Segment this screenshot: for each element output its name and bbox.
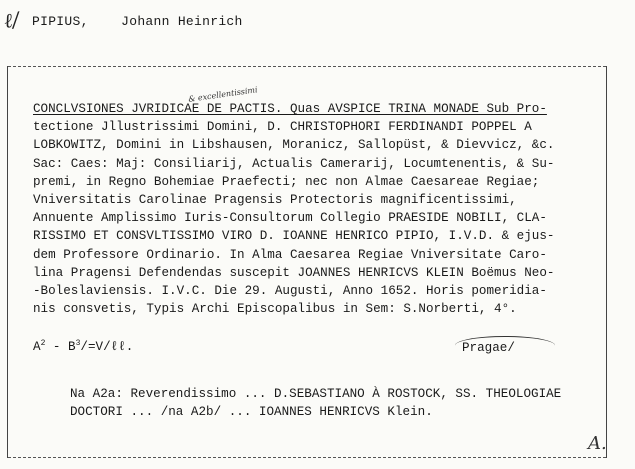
bottom-handwritten-mark: A. xyxy=(588,433,607,454)
body-line: nis consvetis, Typis Archi Episcopalibus in Sem: S.Norberti, 4°. xyxy=(33,302,517,317)
left-border xyxy=(7,66,8,458)
body-line: -Boleslaviensis. I.V.C. Die 29. Augusti, Anno 1652. Horis pomeridia- xyxy=(33,283,547,298)
body-line: lina Pragensi Defendendas suscepit JOANNES HENRICVS KLEIN Boëmus Neo- xyxy=(33,265,555,280)
note-line: DOCTORI ... /na A2b/ ... IOANNES HENRICVS Klein. xyxy=(70,405,433,420)
top-rule xyxy=(8,66,606,67)
formula-b: - B xyxy=(45,340,76,355)
body-line: Annuente Amplissimo Iuris-Consultorum Collegio PRAESIDE NOBILI, CLA- xyxy=(33,211,547,226)
title-transcription xyxy=(33,100,593,318)
body-line: Sac: Caes: Maj: Consiliarij, Actualis Camerarij, Locumtenentis, & Su- xyxy=(33,156,555,171)
formula-b-exponent: 3 xyxy=(75,339,81,348)
formula-a-exponent: 2 xyxy=(40,339,46,348)
right-border xyxy=(606,66,607,458)
body-line: dem Professore Ordinario. In Alma Caesarea Regiae Vniversitate Caro- xyxy=(33,247,547,262)
place-of-printing: Pragae/ xyxy=(462,341,515,355)
dedication-note xyxy=(70,383,600,419)
formula-rest: /=V/ℓℓ. xyxy=(80,340,134,355)
card-header: PIPIUS, Johann Heinrich xyxy=(32,14,243,29)
body-line: CONCLVSIONES JVRIDICAE DE PACTIS. Quas AVSPICE TRINA MONADE Sub Pro- xyxy=(33,102,547,116)
bottom-rule xyxy=(8,457,606,458)
interlinear-note: & excellentissimi xyxy=(187,85,259,104)
body-line: LOBKOWITZ, Domini in Libshausen, Moranicz, Sallopüst, & Dievvicz, &c. xyxy=(33,138,555,153)
corner-handwritten-mark: ℓ/ xyxy=(2,7,21,33)
body-line: Vniversitatis Carolinae Pragensis Protectoris magnificentissimi, xyxy=(33,192,517,207)
collation-formula xyxy=(33,339,133,354)
body-line: premi, in Regno Bohemiae Praefecti; nec non Almae Caesareae Regiae; xyxy=(33,174,540,189)
body-line: tectione Jllustrissimi Domini, D. CHRISTOPHORI FERDINANDI POPPEL A xyxy=(33,120,532,135)
note-line: Na A2a: Reverendissimo ... D.SEBASTIANO À ROSTOCK, SS. THEOLOGIAE xyxy=(70,387,562,401)
formula-a: A xyxy=(33,340,41,355)
body-line: RISSIMO ET CONSVLTISSIMO VIRO D. IOANNE HENRICO PIPIO, I.V.D. & ejus- xyxy=(33,229,555,244)
